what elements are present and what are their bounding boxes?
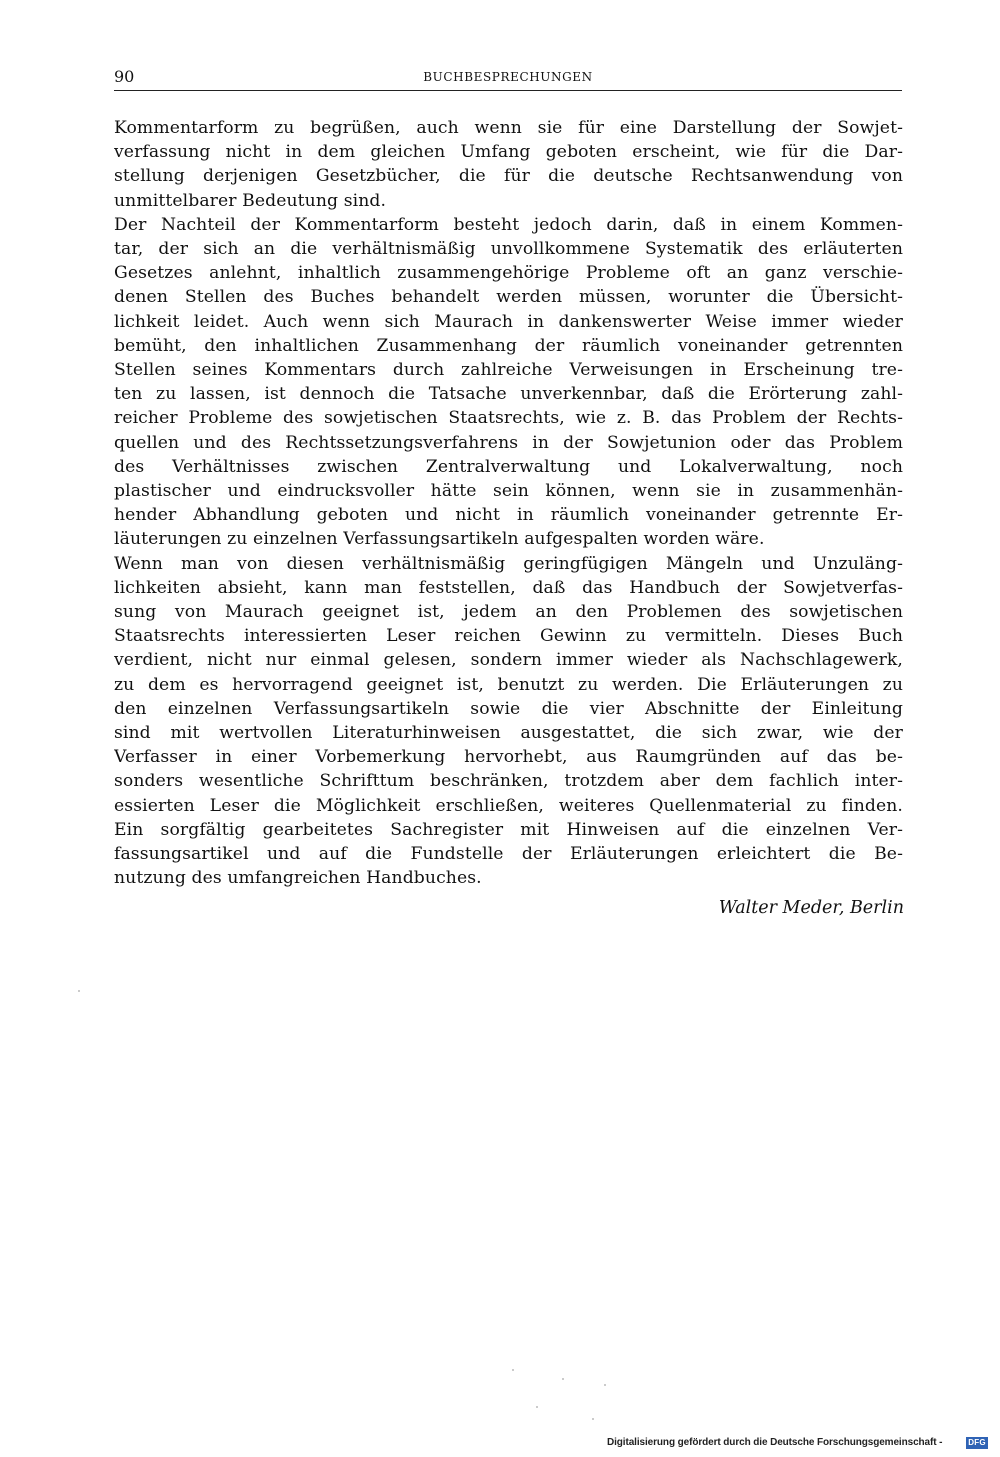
text-line: verdient, nicht nur einmal gelesen, sondern immer wieder als Nachschlagewerk, [114, 650, 903, 671]
scan-speck [536, 1406, 538, 1408]
text-line: Der Nachteil der Kommentarform besteht jedoch darin, daß in einem Kommen- [114, 214, 903, 235]
page-header [114, 66, 902, 91]
text-line: zu dem es hervorragend geeignet ist, benutzt zu werden. Die Erläuterungen zu [114, 674, 903, 695]
text-line: reicher Probleme des sowjetischen Staatsrechts, wie z. B. das Problem der Rechts- [114, 408, 903, 429]
text-line: sind mit wertvollen Literaturhinweisen ausgestattet, die sich zwar, wie der [114, 723, 903, 744]
text-line: unmittelbarer Bedeutung sind. [114, 190, 387, 211]
dfg-logo: DFG [966, 1437, 988, 1449]
text-line: Wenn man von diesen verhältnismäßig geringfügigen Mängeln und Unzuläng- [114, 553, 903, 574]
running-head: BUCHBESPRECHUNGEN [423, 70, 593, 84]
text-line: fassungsartikel und auf die Fundstelle der Erläuterungen erleichtert die Be- [114, 844, 903, 865]
text-line: läuterungen zu einzelnen Verfassungsartikeln aufgespalten worden wäre. [114, 529, 765, 550]
faded-library-stamp [492, 1362, 637, 1440]
text-line: tar, der sich an die verhältnismäßig unvollkommene Systematik des erläuterten [114, 239, 903, 260]
text-line: lichkeit leidet. Auch wenn sich Maurach in dankenswerter Weise immer wieder [114, 311, 903, 332]
review-body-text [114, 116, 903, 891]
text-line: plastischer und eindrucksvoller hätte sein können, wenn sie in zusammenhän- [114, 481, 903, 502]
text-line: den einzelnen Verfassungsartikeln sowie die vier Abschnitte der Einleitung [114, 698, 903, 719]
text-line: Kommentarform zu begrüßen, auch wenn sie für eine Darstellung der Sowjet- [114, 118, 903, 138]
text-line: des Verhältnisses zwischen Zentralverwaltung und Lokalverwaltung, noch [114, 456, 903, 477]
text-line: quellen und des Rechtssetzungsverfahrens in der Sowjetunion oder das Problem [114, 432, 903, 453]
scan-speck [604, 1384, 606, 1386]
scan-speck [562, 1378, 564, 1380]
text-line: Staatsrechts interessierten Leser reichen Gewinn zu vermitteln. Dieses Buch [114, 626, 903, 647]
text-line: Ein sorgfältig gearbeitetes Sachregister mit Hinweisen auf die einzelnen Ver- [114, 819, 903, 840]
text-line: denen Stellen des Buches behandelt werden müssen, worunter die Übersicht- [114, 287, 903, 308]
scan-speck [78, 990, 80, 992]
text-line: verfassung nicht in dem gleichen Umfang geboten erscheint, wie für die Dar- [114, 142, 903, 163]
text-line: lichkeiten absieht, kann man feststellen, daß das Handbuch der Sowjetverfas- [114, 577, 903, 598]
text-line: stellung derjenigen Gesetzbücher, die für die deutsche Rechtsanwendung von [114, 166, 903, 187]
text-line: Stellen seines Kommentars durch zahlreiche Verweisungen in Erscheinung tre- [114, 360, 903, 381]
text-line: essierten Leser die Möglichkeit erschließen, weiteres Quellenmaterial zu finden. [114, 795, 903, 816]
text-line: Verfasser in einer Vorbemerkung hervorhebt, aus Raumgründen auf das be- [114, 747, 903, 768]
text-line: bemüht, den inhaltlichen Zusammenhang der räumlich voneinander getrennten [114, 335, 903, 356]
scan-speck [512, 1369, 514, 1371]
text-line: hender Abhandlung geboten und nicht in räumlich voneinander getrennte Er- [114, 505, 903, 526]
digitization-credit: Digitalisierung gefördert durch die Deutsche Forschungsgemeinschaft - [607, 1437, 943, 1448]
text-line: sonders wesentliche Schrifttum beschränken, trotzdem aber dem fachlich inter- [114, 771, 903, 792]
reviewer-signature: Walter Meder, Berlin [718, 898, 904, 918]
page-number: 90 [114, 67, 135, 86]
text-line: Gesetzes anlehnt, inhaltlich zusammengehörige Probleme oft an ganz verschie- [114, 263, 903, 284]
text-line: nutzung des umfangreichen Handbuches. [114, 868, 482, 889]
text-line: ten zu lassen, ist dennoch die Tatsache unverkennbar, daß die Erörterung zahl- [114, 384, 903, 405]
scan-speck [592, 1418, 594, 1420]
text-line: sung von Maurach geeignet ist, jedem an den Problemen des sowjetischen [114, 602, 903, 623]
